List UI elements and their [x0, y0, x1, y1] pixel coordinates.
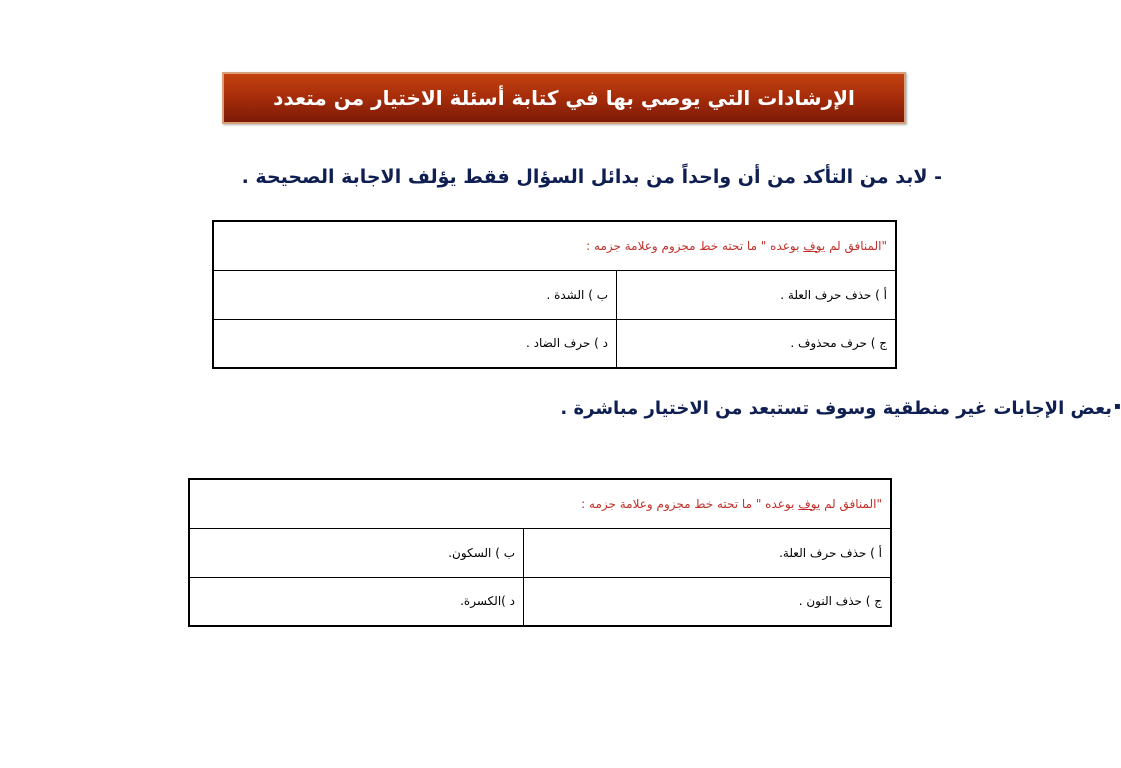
guideline-2: [560, 398, 1120, 419]
example-question-1: [212, 220, 897, 369]
guideline-1: - لابد من التأكد من أن واحداً من بدائل السؤال فقط يؤلف الاجابة الصحيحة .: [241, 166, 942, 188]
slide-title: [222, 72, 906, 124]
underlined-word: يوف: [803, 238, 826, 253]
option-a: أ ) حذف حرف العلة.: [524, 528, 892, 577]
question-stem: "المنافق لم يوف بوعده " ما تحته خط مجزوم وعلامة جزمه :: [189, 479, 891, 528]
option-a: أ ) حذف حرف العلة .: [617, 270, 897, 319]
option-b: ب ) السكون.: [189, 528, 524, 577]
guideline-2-text: بعض الإجابات غير منطقية وسوف تستبعد من الاختيار مباشرة .: [560, 398, 1112, 419]
underlined-word: يوف: [798, 496, 821, 511]
slide-title-text: الإرشادات التي يوصي بها في كتابة أسئلة الاختيار من متعدد: [273, 86, 855, 110]
option-d: د )الكسرة.: [189, 577, 524, 626]
bullet-icon: ▪: [1114, 401, 1121, 412]
example-question-2: [188, 478, 892, 627]
question-stem: "المنافق لم يوف بوعده " ما تحته خط مجزوم وعلامة جزمه :: [213, 221, 896, 270]
option-c: ج ) حرف محذوف .: [617, 319, 897, 368]
option-b: ب ) الشدة .: [213, 270, 617, 319]
option-c: ج ) حذف النون .: [524, 577, 892, 626]
option-d: د ) حرف الضاد .: [213, 319, 617, 368]
